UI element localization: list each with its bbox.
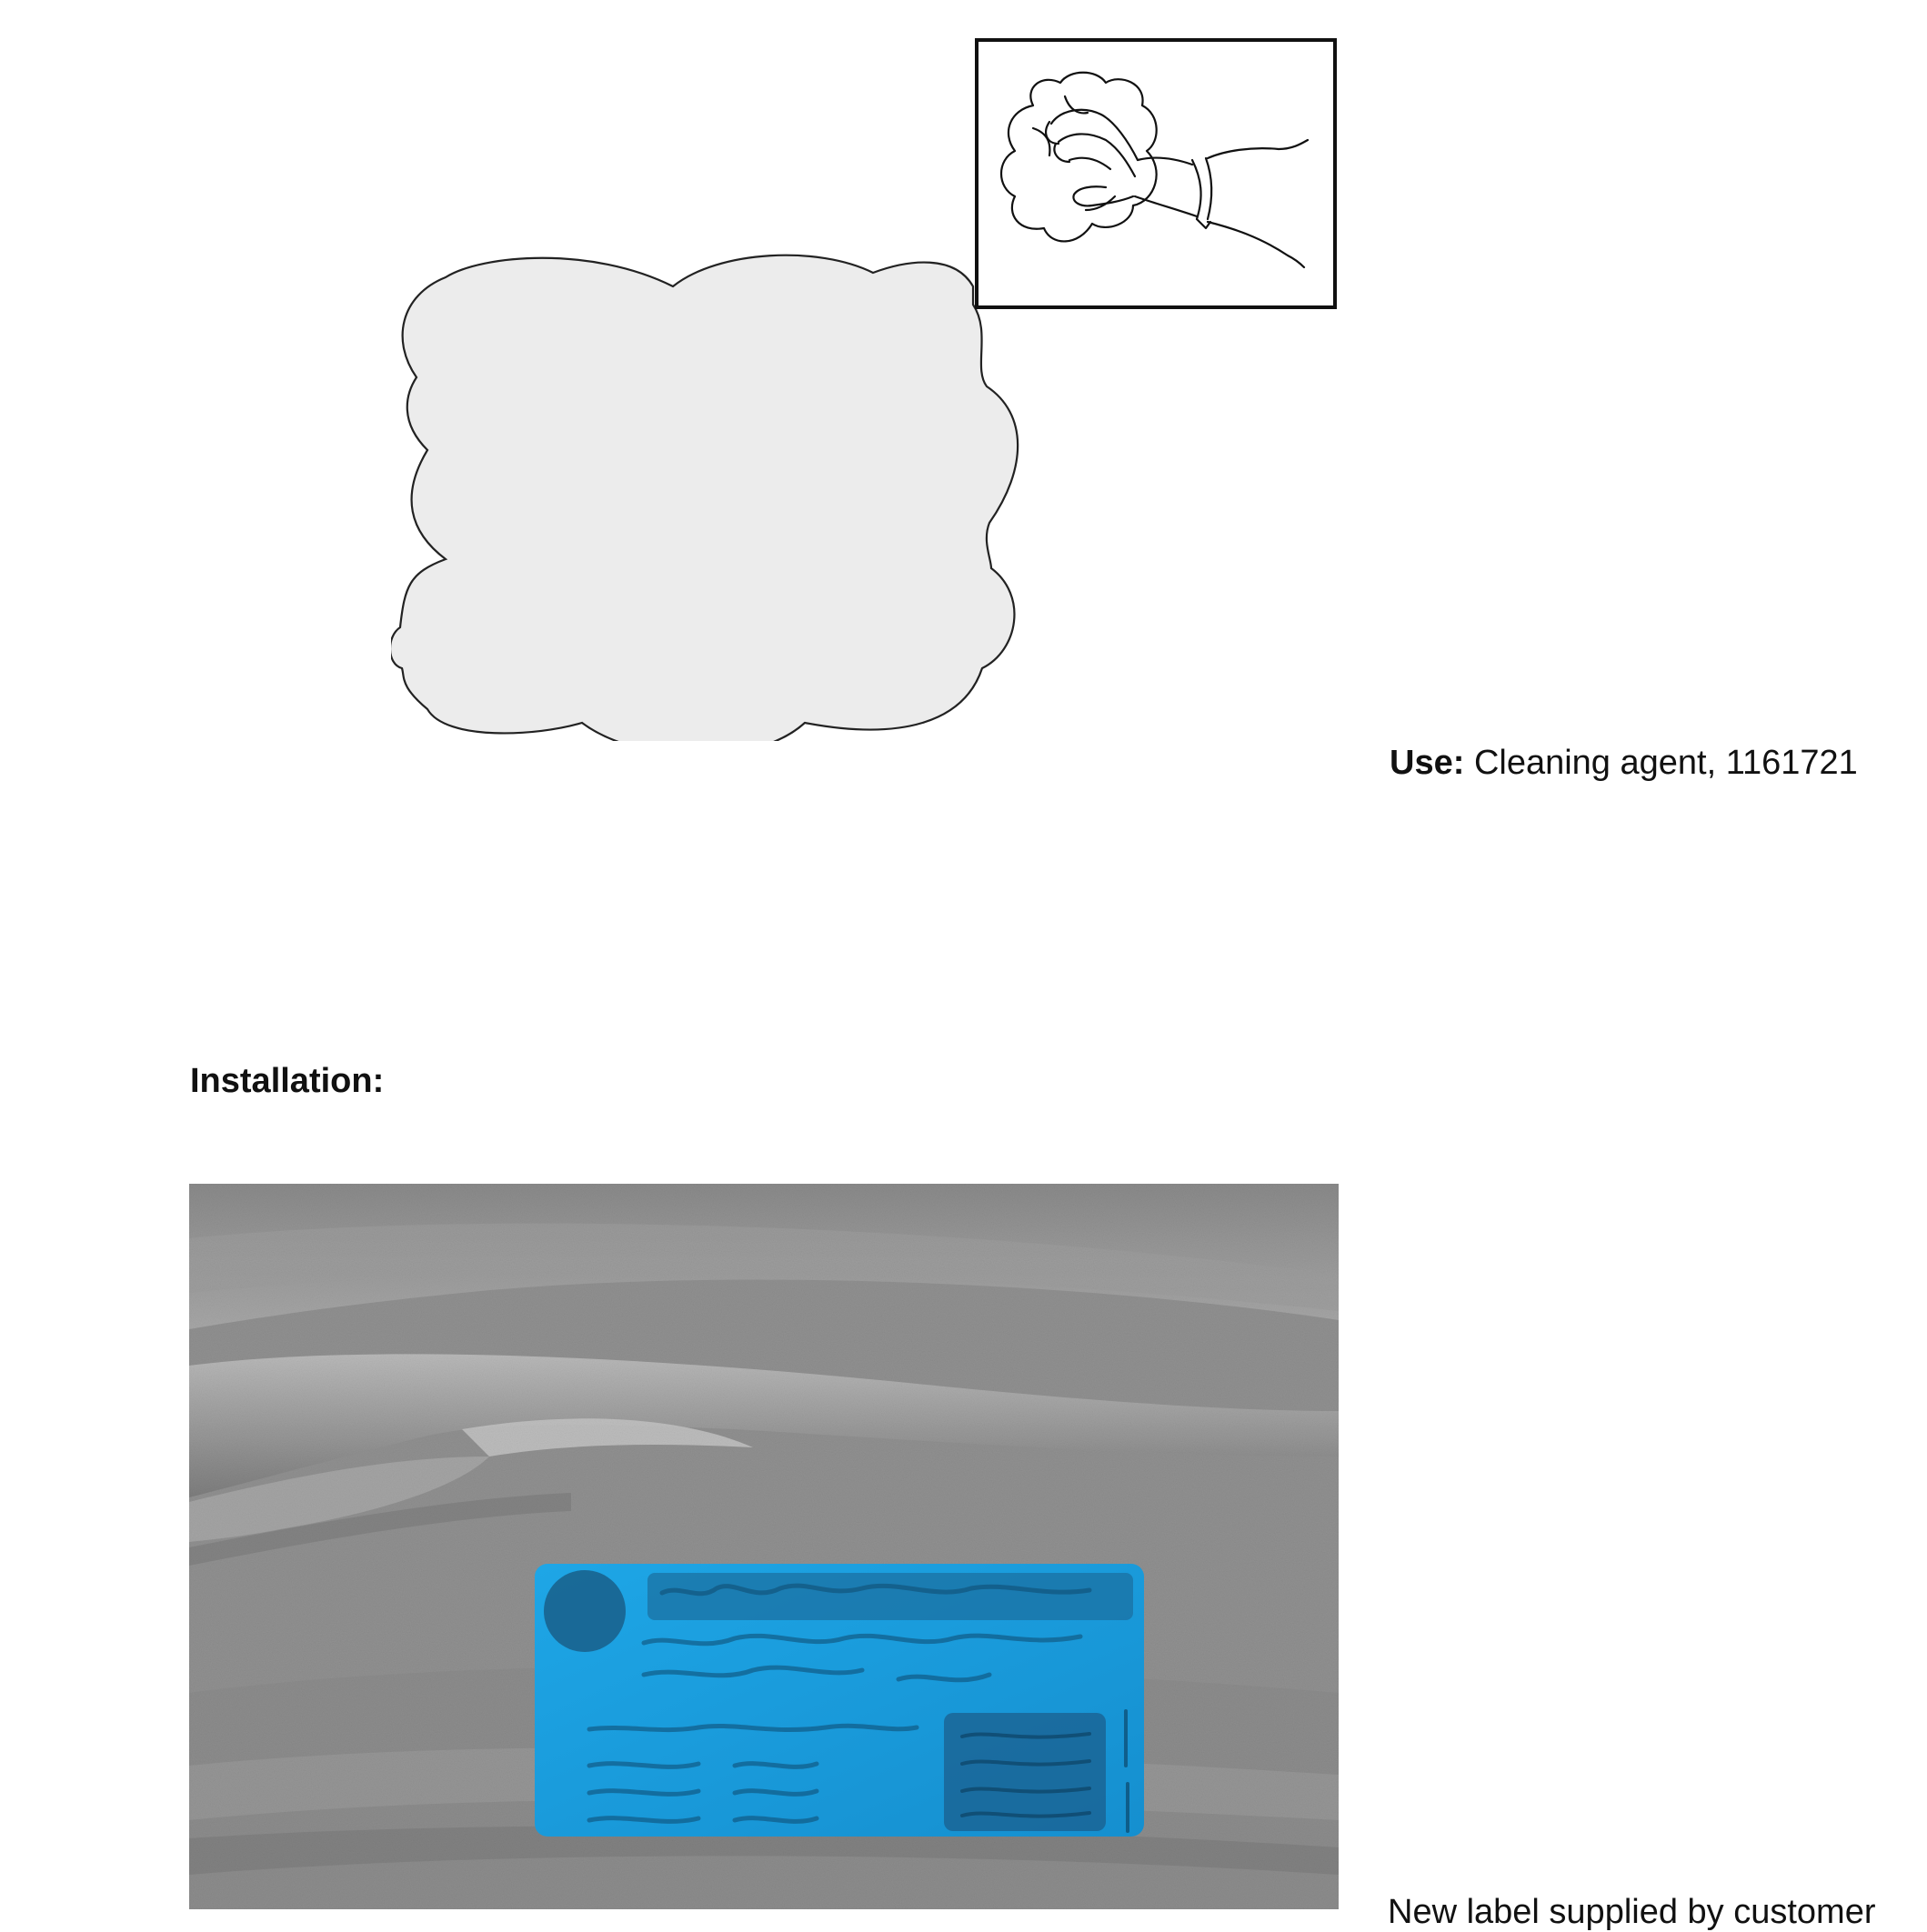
- photo-caption: New label supplied by customer: [1388, 1893, 1876, 1931]
- vehicle-label-sticker: [535, 1564, 1144, 1837]
- use-note: [1390, 746, 1858, 780]
- use-note-text: Cleaning agent, 1161721: [1473, 744, 1858, 782]
- installation-photo: [189, 1184, 1339, 1909]
- installation-heading: Installation:: [190, 1062, 385, 1100]
- wipe-instruction-inset: [975, 38, 1337, 309]
- hand-wiping-cloth-icon: [979, 42, 1333, 305]
- cleaning-area-cloud: [391, 250, 1028, 741]
- vehicle-surface-image: [189, 1184, 1339, 1909]
- use-note-label: Use:: [1390, 744, 1465, 782]
